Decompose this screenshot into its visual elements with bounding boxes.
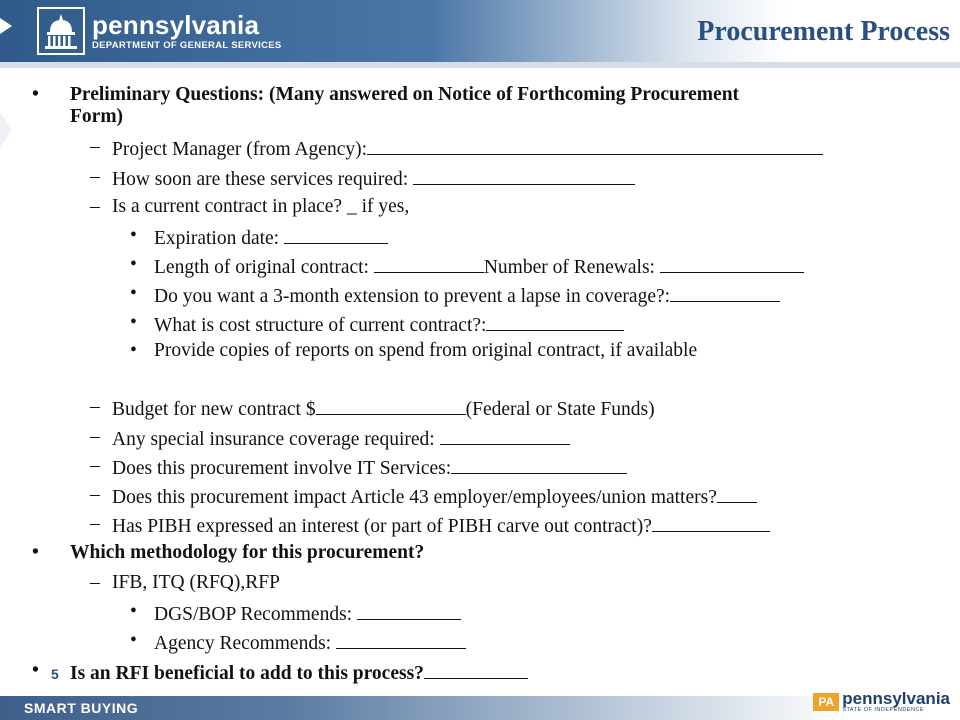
fill-in-blank <box>670 283 780 302</box>
outline-item-level-2 <box>90 196 410 218</box>
outline-item-level-2 <box>90 572 280 594</box>
page-title: Procurement Process <box>697 16 950 47</box>
dash-bullet: – <box>90 136 100 157</box>
fill-in-blank <box>413 166 635 185</box>
bullet: • <box>130 312 137 333</box>
fill-in-blank <box>336 630 466 649</box>
outline-item-level-1 <box>70 106 123 128</box>
slide-header <box>0 0 960 68</box>
bullet: • <box>130 225 137 246</box>
fill-in-blank <box>717 484 757 503</box>
fill-in-blank <box>284 225 388 244</box>
bullet: • <box>32 542 39 563</box>
dash-bullet: – <box>90 396 100 417</box>
outline-text: Has PIBH expressed an interest (or part of PIBH carve out contract)? <box>112 516 652 537</box>
outline-text: Expiration date: <box>154 228 284 249</box>
outline-text-continued: (Federal or State Funds) <box>465 399 655 420</box>
bullet: • <box>130 283 137 304</box>
outline-item-level-3 <box>130 601 461 626</box>
outline-item-level-3 <box>130 312 624 337</box>
outline-text: Form) <box>70 106 124 127</box>
outline-item-level-1 <box>32 542 425 564</box>
outline-text: Does this procurement involve IT Services: <box>112 458 452 479</box>
outline-text: Provide copies of reports on spend from original contract, if available <box>154 340 698 361</box>
outline-text: Preliminary Questions: (Many answered on Notice of Forthcoming Procurement <box>70 84 740 105</box>
outline-text: DGS/BOP Recommends: <box>154 604 357 625</box>
fill-in-blank <box>357 601 461 620</box>
bullet: • <box>130 254 137 275</box>
outline-item-level-3 <box>130 254 804 279</box>
outline-item-level-2 <box>90 513 770 538</box>
outline-text: Do you want a 3-month extension to prevent a lapse in coverage?: <box>154 286 671 307</box>
outline-text: Which methodology for this procurement? <box>70 542 425 563</box>
outline-text: Agency Recommends: <box>154 633 336 654</box>
footer-label: SMART BUYING <box>24 700 139 716</box>
bullet: • <box>130 340 137 361</box>
bullet: • <box>32 660 39 681</box>
bullet: • <box>130 601 137 622</box>
page-number: 5 <box>51 666 59 682</box>
fill-in-blank <box>424 660 528 679</box>
fill-in-blank <box>660 254 804 273</box>
outline-text: How soon are these services required: <box>112 169 414 190</box>
outline-text: Any special insurance coverage required: <box>112 429 440 450</box>
outline-item-level-1 <box>32 660 528 685</box>
outline-item-level-2 <box>90 396 655 421</box>
bullet: • <box>130 630 137 651</box>
pa-logo-name: pennsylvania <box>842 689 950 708</box>
outline-item-level-1 <box>32 84 740 106</box>
outline-text: Project Manager (from Agency): <box>112 139 368 160</box>
fill-in-blank <box>486 312 624 331</box>
outline-item-level-3 <box>130 630 466 655</box>
outline-item-level-3 <box>130 225 388 250</box>
fill-in-blank <box>367 136 823 155</box>
fill-in-blank <box>316 396 466 415</box>
outline-text-continued: Number of Renewals: <box>483 257 660 278</box>
outline-item-level-2 <box>90 136 823 161</box>
dash-bullet: – <box>90 426 100 447</box>
fill-in-blank <box>451 455 627 474</box>
outline-item-level-2 <box>90 166 635 191</box>
outline-item-level-3 <box>130 283 780 308</box>
dash-bullet: – <box>90 572 100 593</box>
side-tab-decoration <box>0 112 12 148</box>
outline-text: Length of original contract: <box>154 257 374 278</box>
logo-name: pennsylvania <box>92 9 260 40</box>
logo-department: DEPARTMENT OF GENERAL SERVICES <box>92 39 282 51</box>
outline-item-level-3 <box>130 340 698 362</box>
outline-text: Does this procurement impact Article 43 employer/employees/union matters? <box>112 487 717 508</box>
outline-item-level-2 <box>90 426 570 451</box>
bullet: • <box>32 84 39 105</box>
pa-badge: PA <box>813 693 839 711</box>
outline-item-level-2 <box>90 484 757 509</box>
outline-text: Is a current contract in place? _ if yes, <box>112 196 410 217</box>
outline-text: IFB, ITQ (RFQ),RFP <box>112 572 280 593</box>
capitol-dome-icon <box>36 6 86 56</box>
pa-dgs-logo <box>36 6 282 56</box>
fill-in-blank <box>652 513 770 532</box>
outline-text: Budget for new contract $ <box>112 399 316 420</box>
pa-state-logo <box>813 690 950 713</box>
dash-bullet: – <box>90 513 100 534</box>
outline-text: Is an RFI beneficial to add to this process? <box>70 663 424 684</box>
fill-in-blank <box>374 254 484 273</box>
dash-bullet: – <box>90 196 100 217</box>
dash-bullet: – <box>90 484 100 505</box>
outline-text: What is cost structure of current contract?: <box>154 315 487 336</box>
fill-in-blank <box>440 426 570 445</box>
dash-bullet: – <box>90 455 100 476</box>
outline-item-level-2 <box>90 455 627 480</box>
header-divider <box>0 62 960 68</box>
left-arrow-icon <box>0 18 12 34</box>
pa-logo-tagline: STATE OF INDEPENDENCE <box>842 707 925 713</box>
dash-bullet: – <box>90 166 100 187</box>
